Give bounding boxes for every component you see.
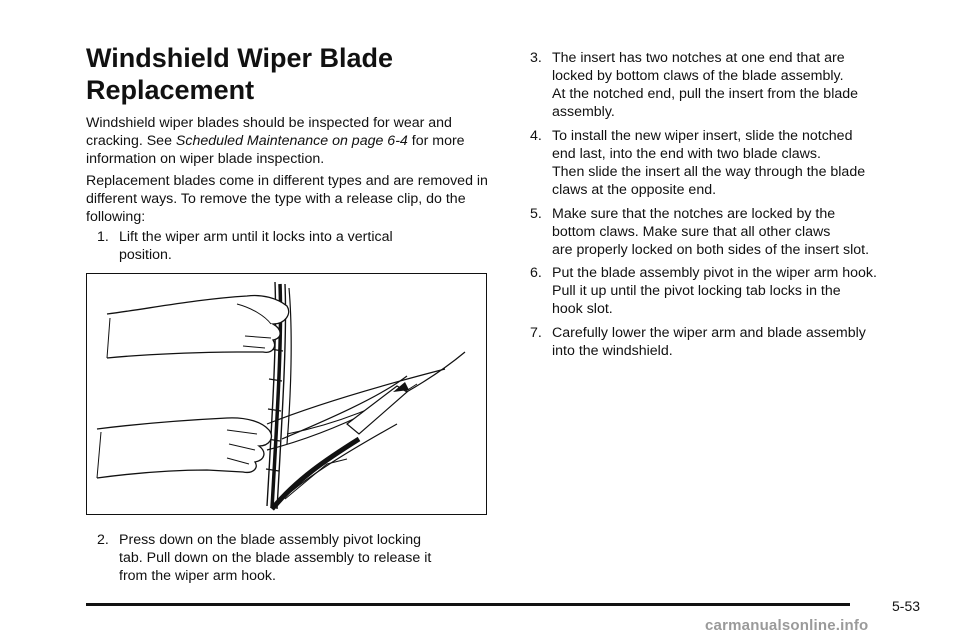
step-3 bbox=[530, 49, 930, 121]
wiper-blade-drawing bbox=[87, 274, 485, 513]
step-number: 1. bbox=[97, 229, 109, 245]
step-number: 3. bbox=[530, 50, 542, 66]
intro-text-end: for more information on wiper blade inspection. bbox=[86, 133, 465, 167]
step-6 bbox=[530, 264, 930, 318]
step-text: Make sure that the notches are locked by the bottom claws. Make sure that all other claws are properly locked on both sides of the insert slot. bbox=[552, 206, 870, 258]
step-text: Carefully lower the wiper arm and blade assembly into the windshield. bbox=[552, 325, 866, 359]
step-number: 2. bbox=[97, 532, 109, 548]
cross-reference-link[interactable]: Scheduled Maintenance on page 6-4 bbox=[175, 133, 408, 149]
step-number: 5. bbox=[530, 206, 542, 222]
step-text: To install the new wiper insert, slide the notched end last, into the end with two blade claws. Then slide the insert all the way through the blade claws at the opposite end. bbox=[552, 128, 866, 198]
step-5 bbox=[530, 205, 930, 259]
step-text: Put the blade assembly pivot in the wiper arm hook. Pull it up until the pivot locking tab locks in the hook slot. bbox=[552, 265, 877, 317]
step-text: Lift the wiper arm until it locks into a vertical position. bbox=[119, 229, 393, 263]
page-number: 5-53 bbox=[892, 598, 921, 614]
release-clip-paragraph: Replacement blades come in different types and are removed in different ways. To remove the type with a release clip, do the following: bbox=[86, 173, 488, 225]
step-number: 4. bbox=[530, 128, 542, 144]
step-number: 7. bbox=[530, 325, 542, 341]
step-text: The insert has two notches at one end that are locked by bottom claws of the blade assembly. At the notched end, pull the insert from the blade assembly. bbox=[552, 50, 859, 120]
intro-paragraph bbox=[86, 114, 490, 168]
step-text: Press down on the blade assembly pivot locking tab. Pull down on the blade assembly to release it from the wiper arm hook. bbox=[119, 532, 432, 584]
step-number: 6. bbox=[530, 265, 542, 281]
step-1 bbox=[97, 228, 492, 264]
step-7 bbox=[530, 324, 930, 360]
step-2 bbox=[97, 531, 492, 585]
intro-text: Windshield wiper blades should be inspected for wear and cracking. See bbox=[86, 115, 452, 149]
page-title: Windshield Wiper Blade Replacement bbox=[86, 43, 394, 105]
step-4 bbox=[530, 127, 930, 199]
footer-divider bbox=[86, 603, 850, 606]
wiper-illustration bbox=[86, 273, 487, 515]
watermark: carmanualsonline.info bbox=[705, 617, 869, 634]
